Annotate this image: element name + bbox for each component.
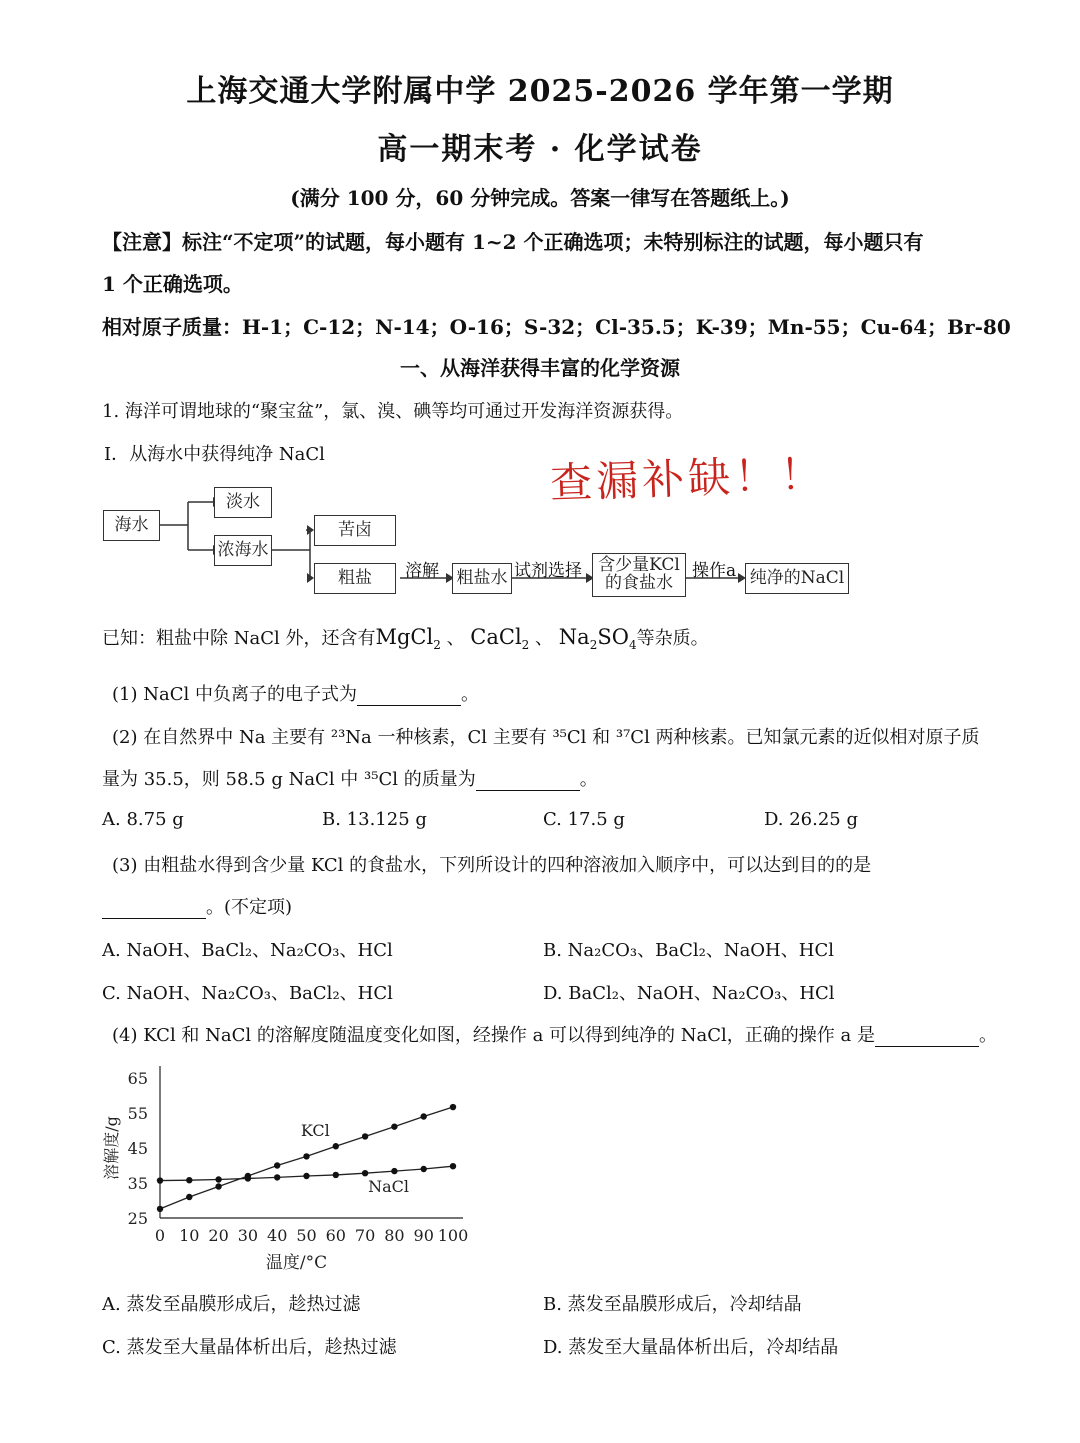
exam-title: 上海交通大学附属中学 2025-2026 学年第一学期 [186,74,894,109]
x-tick-label: 40 [267,1226,288,1245]
q1-sub3-option-a[interactable]: A. NaOH、BaCl₂、Na₂CO₃、HCl [102,940,393,961]
data-point-nacl [186,1177,192,1183]
q1-sub2-line1: (2) 在自然界中 Na 主要有 ²³Na 一种核素，Cl 主要有 ³⁵Cl 和 ³⁷Cl 两种核素。已知氯元素的近似相对原子质 [112,727,980,748]
x-tick-label: 80 [384,1226,405,1245]
data-point-kcl [157,1206,163,1212]
answer-blank-3[interactable] [102,900,206,919]
y-tick-label: 65 [127,1069,148,1088]
answer-blank-4[interactable] [875,1028,979,1047]
q1-sub2-option-a[interactable]: A. 8.75 g [102,809,184,830]
data-point-kcl [391,1123,397,1129]
flow-kcl-brine-line1: 含少量KCl [598,555,680,576]
data-point-nacl [157,1177,163,1183]
x-tick-label: 60 [325,1226,346,1245]
flow-reagent-label: 试剂选择 [514,561,582,581]
note-line-1: 【注意】标注“不定项”的试题，每小题有 1~2 个正确选项；未特别标注的试题，每小题只有 [102,230,924,254]
flow-operation-label: 操作a [692,561,737,581]
formula-na2so4: $Na_2SO_4$ [558,625,637,653]
q1-sub2-option-b[interactable]: B. 13.125 g [322,809,427,830]
q1-sub3-option-b[interactable]: B. Na₂CO₃、BaCl₂、NaOH、HCl [543,940,834,961]
note-line-2: 1 个正确选项。 [102,272,243,296]
data-point-kcl [333,1143,339,1149]
data-point-nacl [215,1176,221,1182]
y-axis-label: 溶解度/g [102,1116,121,1180]
answer-blank-2[interactable] [476,772,580,791]
flow-crude-salt-box: 粗盐 [314,563,396,594]
flow-pure-nacl-box: 纯净的NaCl [745,563,849,594]
data-point-nacl [333,1172,339,1178]
data-point-kcl [421,1113,427,1119]
data-point-nacl [450,1163,456,1169]
x-axis-label: 温度/°C [265,1253,328,1273]
flow-brine-box: 浓海水 [214,535,272,566]
known-prefix: 已知：粗盐中除 NaCl 外，还含有 [102,628,376,649]
q1-known [102,624,709,652]
q1-sub4: (4) KCl 和 NaCl 的溶解度随温度变化如图，经操作 a 可以得到纯净的 NaCl，正确的操作 a 是 。 [112,1025,997,1046]
flow-seawater-box: 海水 [103,510,160,541]
x-tick-label: 30 [237,1226,259,1245]
q1-sub3-line1: (3) 由粗盐水得到含少量 KCl 的食盐水，下列所设计的四种溶液加入顺序中，可以达到目的的是 [112,855,872,876]
answer-blank-1[interactable] [357,687,461,706]
solubility-chart [95,1060,485,1275]
chart-axes [160,1066,463,1218]
q1-sub4-option-b[interactable]: B. 蒸发至晶膜形成后，冷却结晶 [543,1294,802,1315]
known-sep1: 、 [446,628,465,649]
data-point-nacl [245,1175,251,1181]
x-tick-label: 100 [437,1226,469,1245]
data-point-kcl [274,1162,280,1168]
x-tick-label: 70 [354,1226,376,1245]
q1-sub4-option-d[interactable]: D. 蒸发至大量晶体析出后，冷却结晶 [543,1337,839,1358]
y-tick-label: 45 [127,1139,148,1158]
q1-sub3-option-c[interactable]: C. NaOH、Na₂CO₃、BaCl₂、HCl [102,983,393,1004]
flow-dissolve-label: 溶解 [405,561,439,581]
q1-sub2-line2: 量为 35.5，则 58.5 g NaCl 中 ³⁵Cl 的质量为 。 [102,769,598,790]
q1-sub1: (1) NaCl 中负离子的电子式为 。 [112,684,479,705]
flow-bittern-box: 苦卤 [314,515,396,546]
q1-sub3-option-d[interactable]: D. BaCl₂、NaOH、Na₂CO₃、HCl [543,983,835,1004]
flow-kcl-brine-box [592,553,686,597]
data-point-nacl [274,1174,280,1180]
x-tick-label: 50 [296,1226,317,1245]
data-point-kcl [450,1104,456,1110]
chart-labels [102,1069,468,1273]
q1-intro: 1. 海洋可谓地球的“聚宝盆”，氯、溴、碘等均可通过开发海洋资源获得。 [102,401,684,422]
q1-sub4-option-c[interactable]: C. 蒸发至大量晶体析出后，趁热过滤 [102,1337,397,1358]
q1-sub3-line2: 。(不定项) [102,893,292,919]
y-tick-label: 25 [127,1209,148,1228]
x-tick-label: 90 [413,1226,434,1245]
q1-sub2-option-c[interactable]: C. 17.5 g [543,809,625,830]
x-tick-label: 0 [154,1226,166,1245]
series-label-kcl: KCl [300,1120,330,1140]
y-tick-label: 55 [127,1104,148,1123]
known-suffix: 等杂质。 [636,628,709,649]
y-tick-label: 35 [127,1174,148,1193]
handwritten-note: 查漏补缺！！ [549,449,827,508]
flow-kcl-brine-line2: 的食盐水 [605,573,673,593]
data-point-kcl [362,1133,368,1139]
q1-sub2-option-d[interactable]: D. 26.25 g [764,809,859,830]
exam-meta: (满分 100 分，60 分钟完成。答案一律写在答题纸上。) [290,186,790,210]
x-tick-label: 10 [179,1226,200,1245]
data-point-nacl [391,1168,397,1174]
q1-sub4-option-a[interactable]: A. 蒸发至晶膜形成后，趁热过滤 [102,1294,361,1315]
data-point-nacl [421,1166,427,1172]
section-title: 一、从海洋获得丰富的化学资源 [400,356,680,380]
data-point-kcl [303,1153,309,1159]
known-sep2: 、 [535,628,554,649]
series-label-nacl: NaCl [368,1176,409,1196]
flow-fresh-water-box: 淡水 [214,487,272,518]
data-point-kcl [186,1194,192,1200]
atomic-masses: 相对原子质量：H-1；C-12；N-14；O-16；S-32；Cl-35.5；K-39；Mn-55；Cu-64；Br-80 [102,315,1011,339]
formula-cacl2: CaCl$_2$ [470,625,530,653]
x-tick-label: 20 [208,1226,229,1245]
formula-mgcl2: MgCl$_2$ [375,625,441,653]
data-point-nacl [362,1170,368,1176]
exam-subtitle: 高一期末考 · 化学试卷 [377,132,703,167]
q1-part-title: Ⅰ．从海水中获得纯净 NaCl [104,444,325,465]
data-point-kcl [215,1183,221,1189]
data-point-nacl [303,1173,309,1179]
flow-crude-brine-box: 粗盐水 [452,563,512,594]
